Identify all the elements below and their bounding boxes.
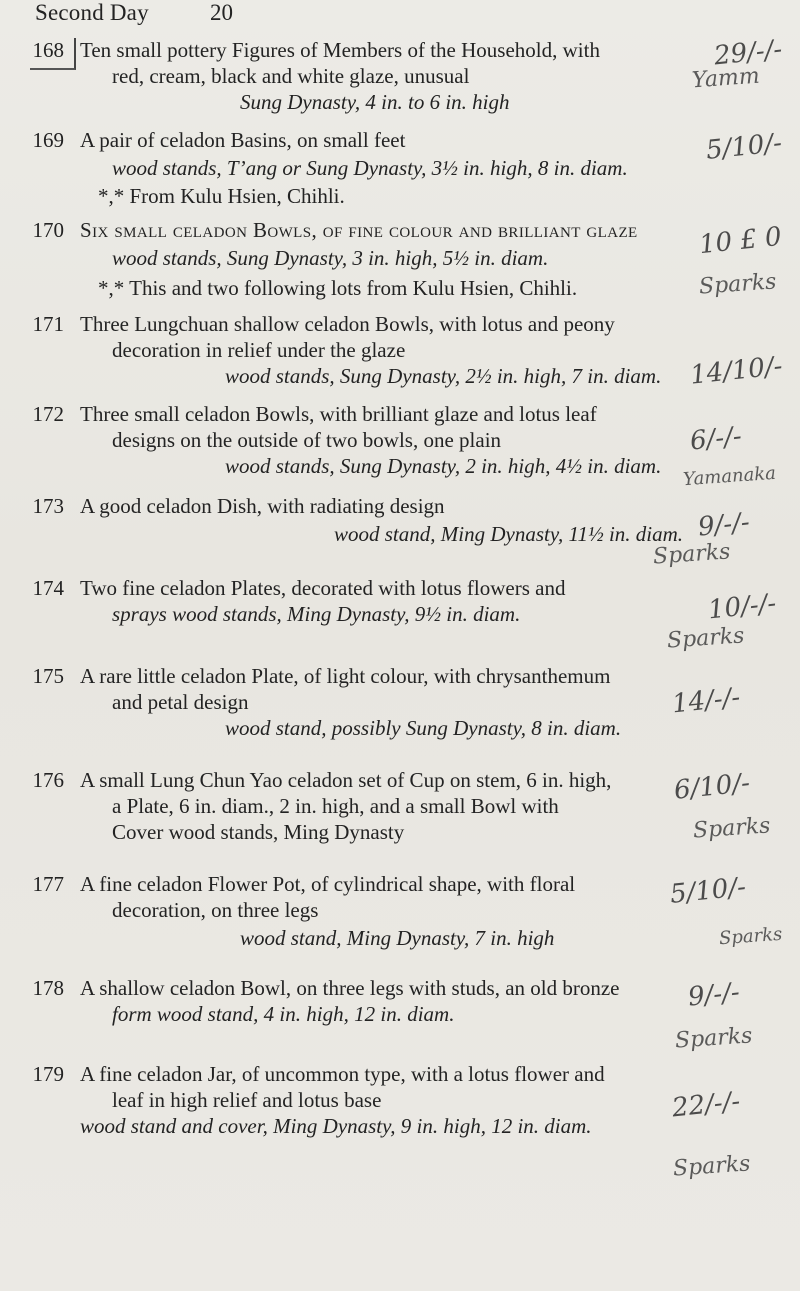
lot-description-line: decoration in relief under the glaze: [112, 338, 406, 362]
lot-provenance-note: *,* From Kulu Hsien, Chihli.: [98, 184, 345, 208]
lot-attribution-line: wood stand and cover, Ming Dynasty, 9 in. high, 12 in. diam.: [80, 1114, 592, 1138]
lot-description-line: decoration, on three legs: [112, 898, 319, 922]
page-header: [0, 0, 800, 34]
handwritten-price: 5/10/-: [704, 128, 784, 166]
lot-attribution-line: wood stand, possibly Sung Dynasty, 8 in. diam.: [225, 716, 622, 740]
handwritten-buyer: Sparks: [673, 1023, 753, 1054]
lot-description-line: A pair of celadon Basins, on small feet: [80, 128, 406, 152]
lot-number: 173: [32, 494, 64, 518]
lot-description-line: designs on the outside of two bowls, one plain: [112, 428, 502, 452]
handwritten-price: 9/-/-: [696, 507, 752, 543]
lot-attribution-line: form wood stand, 4 in. high, 12 in. diam.: [112, 1002, 455, 1026]
lot-attribution-line: sprays wood stands, Ming Dynasty, 9½ in. diam.: [112, 602, 521, 626]
handwritten-price: 22/-/-: [670, 1086, 742, 1124]
lot-description-line: Six small celadon Bowls, of fine colour and brilliant glaze: [80, 218, 638, 242]
handwritten-buyer: Sparks: [665, 623, 745, 654]
lot-attribution-line: wood stand, Ming Dynasty, 7 in. high: [240, 926, 555, 950]
handwritten-price: 10/-/-: [706, 588, 778, 626]
lot-provenance-note: *,* This and two following lots from Kulu Hsien, Chihli.: [98, 276, 578, 300]
lot-description-line: A shallow celadon Bowl, on three legs with studs, an old bronze: [80, 976, 620, 1000]
lot-number: 179: [32, 1062, 64, 1086]
lot-description-line: Three small celadon Bowls, with brilliant glaze and lotus leaf: [80, 402, 597, 426]
lot-number: 171: [32, 312, 64, 336]
lot-description-line: and petal design: [112, 690, 249, 714]
handwritten-price: 10 £ 0: [697, 221, 784, 261]
handwritten-buyer: Sparks: [697, 269, 777, 300]
lot-description-line: A small Lung Chun Yao celadon set of Cup on stem, 6 in. high,: [80, 768, 612, 792]
lot-number: 177: [32, 872, 64, 896]
page-number: 20: [210, 0, 233, 25]
lot-attribution-line: wood stands, Sung Dynasty, 3 in. high, 5½ in. diam.: [112, 246, 549, 270]
handwritten-buyer: Sparks: [651, 539, 731, 570]
lot-attribution-line: wood stands, Sung Dynasty, 2 in. high, 4½ in. diam.: [225, 454, 662, 478]
lot-description-line: leaf in high relief and lotus base: [112, 1088, 382, 1112]
lot-number: 176: [32, 768, 64, 792]
handwritten-buyer: Sparks: [718, 923, 783, 950]
handwritten-price: 6/10/-: [672, 768, 752, 806]
lot-attribution-line: wood stands, T’ang or Sung Dynasty, 3½ in. high, 8 in. diam.: [112, 156, 628, 180]
handwritten-price: 29/-/-: [712, 34, 784, 72]
handwritten-price: 6/-/-: [688, 421, 744, 457]
lot-description-line: Three Lungchuan shallow celadon Bowls, with lotus and peony: [80, 312, 615, 336]
handwritten-price: 14/10/-: [688, 351, 784, 391]
lot-number: 170: [32, 218, 64, 242]
handwritten-buyer: Yamm: [691, 63, 761, 94]
lot-attribution-line: wood stand, Ming Dynasty, 11½ in. diam.: [334, 522, 684, 546]
handwritten-buyer: Sparks: [671, 1151, 751, 1182]
lot-description-line: A fine celadon Jar, of uncommon type, with a lotus flower and: [80, 1062, 605, 1086]
lot-description-line: A good celadon Dish, with radiating design: [80, 494, 445, 518]
lot-attribution-line: Cover wood stands, Ming Dynasty: [112, 820, 405, 844]
handwritten-buyer: Sparks: [691, 813, 771, 844]
handwritten-price: 14/-/-: [670, 682, 742, 720]
lot-description-line: a Plate, 6 in. diam., 2 in. high, and a small Bowl with: [112, 794, 559, 818]
lot-description-line: A rare little celadon Plate, of light colour, with chrysanthemum: [80, 664, 611, 688]
lot-number: 175: [32, 664, 64, 688]
lot-number: 178: [32, 976, 64, 1000]
handwritten-buyer: Yamanaka: [682, 462, 777, 491]
lot-number: 168: [32, 38, 64, 62]
lot-number: 172: [32, 402, 64, 426]
lot-description-line: Two fine celadon Plates, decorated with lotus flowers and: [80, 576, 566, 600]
handwritten-price: 9/-/-: [686, 977, 742, 1013]
handwritten-price: 5/10/-: [668, 872, 748, 910]
day-heading: Second Day: [35, 0, 149, 25]
lot-description-line: red, cream, black and white glaze, unusual: [112, 64, 470, 88]
lot-number: 174: [32, 576, 64, 600]
lot-attribution-line: Sung Dynasty, 4 in. to 6 in. high: [240, 90, 510, 114]
lot-description-line: Ten small pottery Figures of Members of the Household, with: [80, 38, 600, 62]
lot-number: 169: [32, 128, 64, 152]
lot-attribution-line: wood stands, Sung Dynasty, 2½ in. high, 7 in. diam.: [225, 364, 662, 388]
lot-description-line: A fine celadon Flower Pot, of cylindrical shape, with floral: [80, 872, 576, 896]
